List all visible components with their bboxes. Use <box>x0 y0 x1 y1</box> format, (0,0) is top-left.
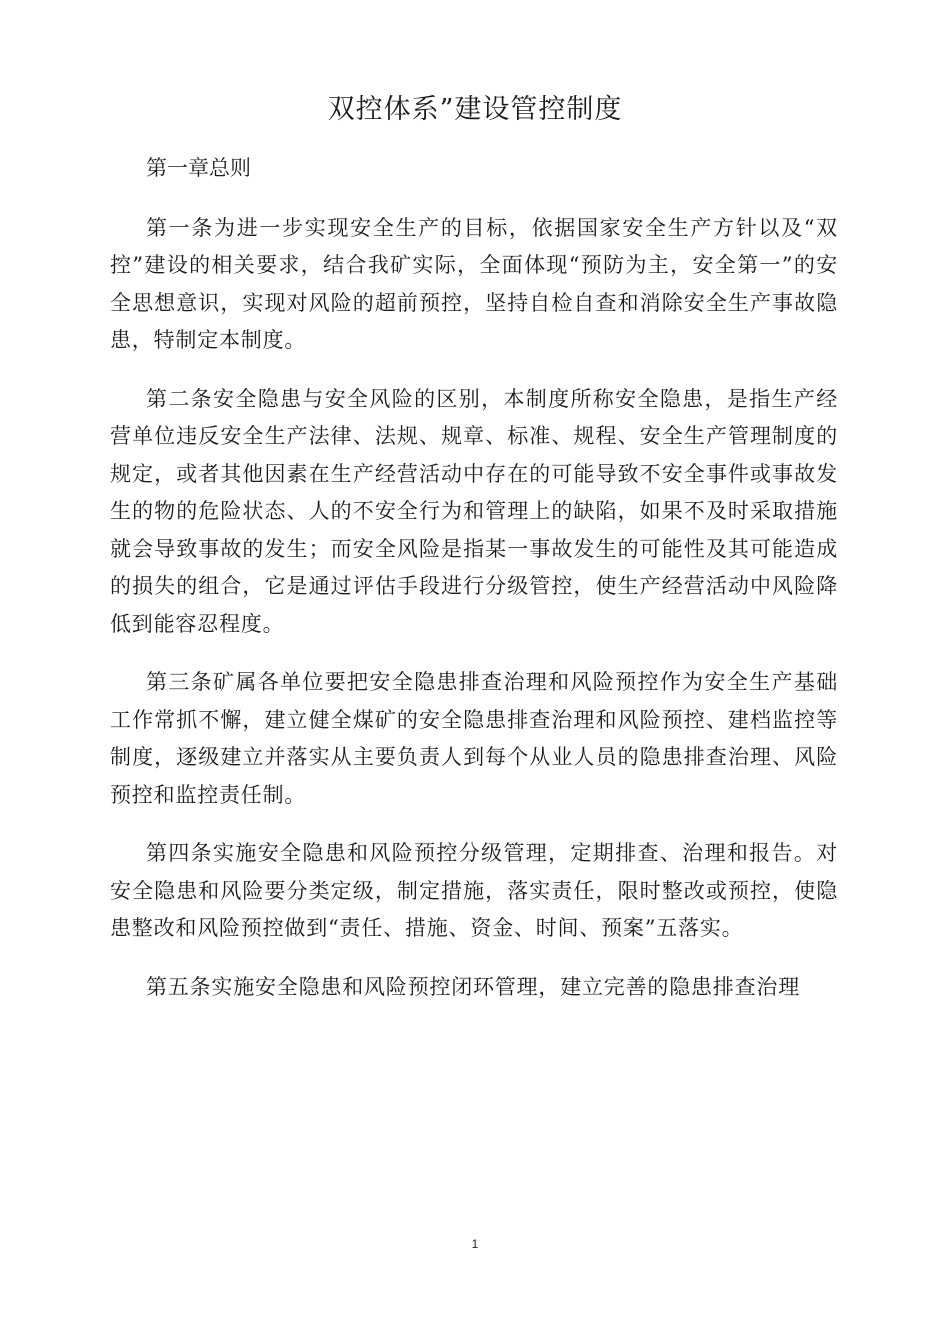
article-1-paragraph: 第一条为进一步实现安全生产的目标，依据国家安全生产方针以及“双控”建设的相关要求，结合我矿实际，全面体现“预防为主，安全第一”的安全思想意识，实现对风险的超前预控，坚持自检自查和消除安全生产事故隐患，特制定本制度。 <box>110 215 838 352</box>
article-2-paragraph: 第二条安全隐患与安全风险的区别，本制度所称安全隐患，是指生产经营单位违反安全生产法律、法规、规章、标准、规程、安全生产管理制度的规定，或者其他因素在生产经营活动中存在的可能导致不安全事件或事故发生的物的危险状态、人的不安全行为和管理上的缺陷，如果不及时采取措施就会导致事故的发生；而安全风险是指某一事故发生的可能性及其可能造成的损失的组合，它是通过评估手段进行分级管控，使生产经营活动中风险降低到能容忍程度。 <box>110 386 838 636</box>
article-5-paragraph: 第五条实施安全隐患和风险预控闭环管理，建立完善的隐患排查治理 <box>146 974 800 999</box>
article-4-paragraph: 第四条实施安全隐患和风险预控分级管理，定期排查、治理和报告。对安全隐患和风险要分类定级，制定措施，落实责任，限时整改或预控，使隐患整改和风险预控做到“责任、措施、资金、时间、预案”五落实。 <box>110 841 838 940</box>
chapter-heading: 第一章总则 <box>146 156 251 180</box>
article-3-paragraph: 第三条矿属各单位要把安全隐患排查治理和风险预控作为安全生产基础工作常抓不懈，建立健全煤矿的安全隐患排查治理和风险预控、建档监控等制度，逐级建立并落实从主要负责人到每个从业人员的隐患排查治理、风险预控和监控责任制。 <box>110 670 838 807</box>
document-title: 双控体系”建设管控制度 <box>327 94 623 125</box>
page-number: 1 <box>471 1237 479 1251</box>
document-body <box>110 150 838 1006</box>
